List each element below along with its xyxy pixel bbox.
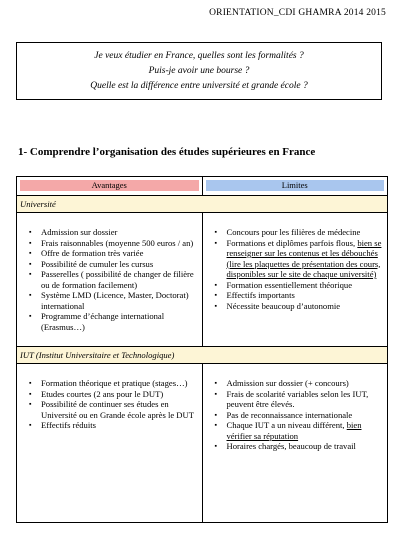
question-line: Puis-je avoir une bourse ? xyxy=(148,66,250,76)
list-item-text: Chaque IUT a un niveau différent, xyxy=(226,420,345,430)
list-item: ▪ Admission sur dossier xyxy=(41,227,198,238)
list-item: ▪ Effectifs réduits xyxy=(41,420,198,431)
list-item: ▪ Offre de formation très variée xyxy=(41,248,198,259)
list-item: ▪ Pas de reconnaissance internationale xyxy=(227,410,384,421)
question-line: Quelle est la différence entre université et grande école ? xyxy=(90,81,308,91)
category-label: IUT (Institut Universitaire et Technologique) xyxy=(17,347,388,364)
advantages-cell xyxy=(17,364,203,523)
list-item: ▪ Frais de scolarité variables selon les IUT, peuvent être élevés. xyxy=(227,389,384,410)
list-item: ▪ Possibilité de cumuler les cursus xyxy=(41,259,198,270)
category-label: Université xyxy=(17,196,388,213)
underlined-note: bien se renseigner sur les contenus et les débouchés (lire les plaquettes de présentation des cours, disponibles sur le site de chaque université) xyxy=(226,237,382,279)
list-item: ▪ Horaires chargés, beaucoup de travail xyxy=(227,441,384,452)
limits-header: Limites xyxy=(206,180,385,191)
document-header: ORIENTATION_CDI GHAMRA 2014 2015 xyxy=(209,8,386,18)
list-item: ▪ Nécessite beaucoup d’autonomie xyxy=(227,301,384,312)
list-item: ▪ Programme d’échange international (Erasmus…) xyxy=(41,311,198,332)
questions-box xyxy=(16,42,382,100)
header-cell-advantages xyxy=(17,177,203,196)
list-item: ▪ Concours pour les filières de médecine xyxy=(227,227,384,238)
advantages-cell xyxy=(17,213,203,347)
underlined-note: bien vérifier sa réputation xyxy=(226,420,362,441)
category-row-universite xyxy=(17,196,388,213)
advantages-header: Avantages xyxy=(20,180,199,191)
table-header-row xyxy=(17,177,388,196)
list-item: ▪ Possibilité de continuer ses études en Université ou en Grande école après le DUT xyxy=(41,399,198,420)
category-row-iut xyxy=(17,347,388,364)
list-item xyxy=(227,238,384,280)
limits-cell xyxy=(202,213,388,347)
limits-cell xyxy=(202,364,388,523)
list-item: ▪ Formation essentiellement théorique xyxy=(227,280,384,291)
table-row xyxy=(17,213,388,347)
list-item: ▪ Formation théorique et pratique (stages…) xyxy=(41,378,198,389)
list-item xyxy=(227,420,384,441)
list-item: ▪ Etudes courtes (2 ans pour le DUT) xyxy=(41,389,198,400)
header-cell-limits xyxy=(202,177,388,196)
list-item: ▪ Frais raisonnables (moyenne 500 euros / an) xyxy=(41,238,198,249)
list-item: ▪ Système LMD (Licence, Master, Doctorat) international xyxy=(41,290,198,311)
list-item: ▪ Effectifs importants xyxy=(227,290,384,301)
section-title: 1- Comprendre l’organisation des études supérieures en France xyxy=(18,146,316,158)
list-item: ▪ Passerelles ( possibilité de changer de filière ou de formation facilement) xyxy=(41,269,198,290)
question-line: Je veux étudier en France, quelles sont les formalités ? xyxy=(94,51,304,61)
list-item: ▪ Admission sur dossier (+ concours) xyxy=(227,378,384,389)
list-item-text: Formations et diplômes parfois flous, xyxy=(226,237,356,248)
table-row xyxy=(17,364,388,523)
comparison-table xyxy=(16,176,388,523)
